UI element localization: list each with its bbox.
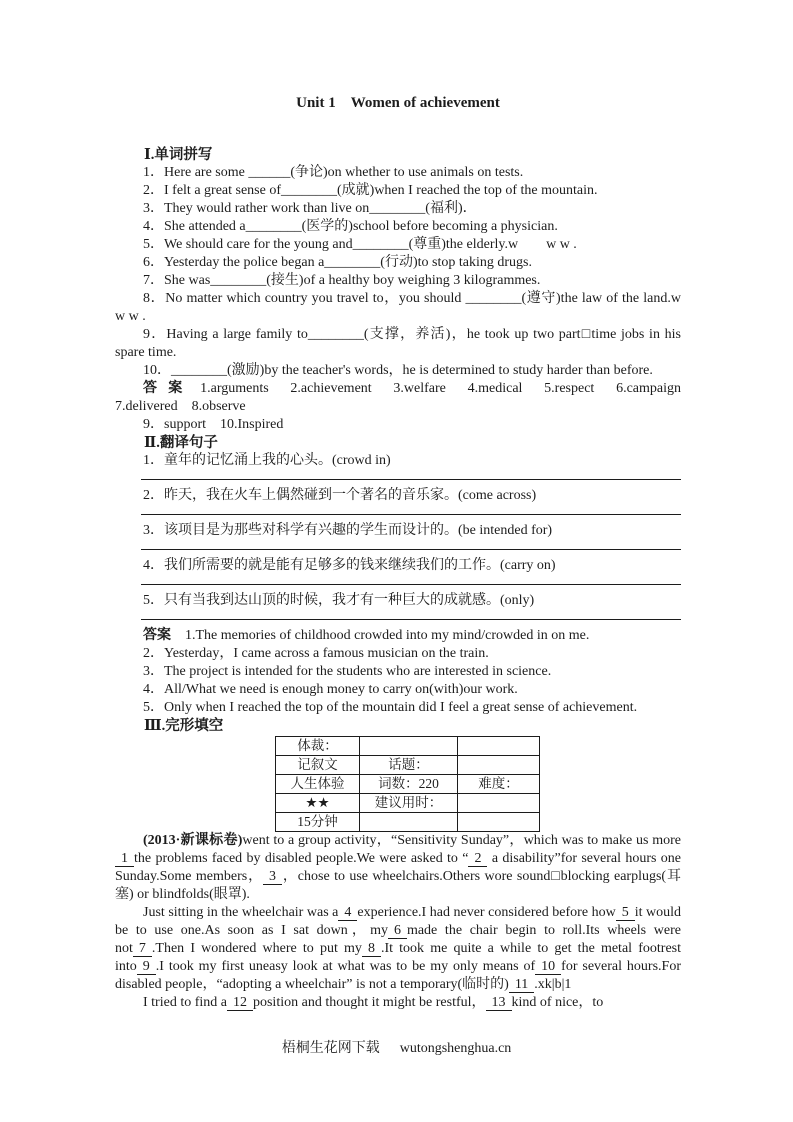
section-heading-word-spelling: Ⅰ.单词拼写 — [144, 147, 213, 163]
cloze-blank-11: 11 — [509, 977, 534, 993]
word-item-4: 4．She attended a________(医学的)school before becoming a physician. — [143, 219, 558, 234]
info-cell-suggested-time-value: 15分钟 — [276, 813, 360, 832]
word-item-5: 5．We should care for the young and________(尊重)the elderly.w w w . — [143, 237, 577, 252]
cloze-paragraph-1 — [115, 832, 681, 904]
info-cell — [360, 737, 458, 756]
cloze-blank-3: 3 — [263, 869, 282, 885]
translation-item-3: 3．该项目是为那些对科学有兴趣的学生而设计的。(be intended for) — [143, 523, 553, 538]
info-cell — [458, 737, 540, 756]
cloze-blank-2: 2 — [468, 851, 487, 867]
answers-label: 答 案 — [143, 381, 187, 396]
section-heading-cloze: Ⅲ.完形填空 — [144, 718, 224, 734]
word-item-9: 9．Having a large family to________(支撑，养活)，he took up two part□time jobs in his spare time. — [115, 327, 681, 360]
info-table-row — [276, 775, 540, 794]
word-answers-9-10: 9．support 10.Inspired — [143, 417, 284, 432]
word-item-3: 3．They would rather work than live on________(福利)． — [143, 201, 477, 216]
exam-source-tag: (2013·新课标卷) — [143, 833, 243, 848]
translation-item-4: 4．我们所需要的就是能有足够多的钱来继续我们的工作。(carry on) — [143, 558, 556, 573]
info-table-row — [276, 756, 540, 775]
info-table-row — [276, 737, 540, 756]
info-cell-difficulty-stars: ★★ — [276, 794, 360, 813]
cloze-blank-5: 5 — [616, 905, 635, 921]
word-item-7: 7．She was________(接生)of a healthy boy weighing 3 kilogrammes. — [143, 273, 541, 288]
answers-label: 答案 — [143, 628, 171, 643]
info-cell-topic-label: 话题： — [360, 756, 458, 775]
word-item-6: 6．Yesterday the police began a________(行动)to stop taking drugs. — [143, 255, 532, 270]
cloze-blank-6: 6 — [388, 923, 407, 939]
info-cell — [360, 813, 458, 832]
cloze-blank-9: 9 — [137, 959, 156, 975]
word-item-2: 2．I felt a great sense of________(成就)when I reached the top of the mountain. — [143, 183, 598, 198]
cloze-blank-8: 8 — [362, 941, 381, 957]
cloze-blank-7: 7 — [133, 941, 152, 957]
answer-write-line-1 — [141, 470, 681, 480]
cloze-paragraph-2: Just sitting in the wheelchair was a 4 experience.I had never considered before how 5 it would be to use one.As soon as I sat down，my 6 made the chair begin to roll.Its wheels were not 7 .Then I wondered where to put my 8 .It took me quite a while to get the metal footrest into 9 .I took my first uneasy look at what was to be my only means of 10 for several hours.For disabled people，“adopting a wheelchair” is not a temporary(临时的) 11 .xk|b|1 — [115, 905, 682, 992]
cloze-paragraph-3: I tried to find a 12 position and thought it might be restful， 13 kind of nice，to — [143, 995, 604, 1010]
word-item-8: 8．No matter which country you travel to，you should ________(遵守)the law of the land.w w w . — [115, 291, 681, 324]
translation-answer-1: 1.The memories of childhood crowded into my mind/crowded in on me. — [185, 628, 590, 643]
info-cell — [458, 756, 540, 775]
answer-write-line-2 — [141, 505, 681, 515]
info-cell — [458, 794, 540, 813]
translation-answer-4: 4．All/What we need is enough money to carry on(with)our work. — [143, 682, 518, 697]
cloze-blank-4: 4 — [338, 905, 357, 921]
info-cell — [458, 813, 540, 832]
info-cell-genre-value: 记叙文 — [276, 756, 360, 775]
footer-site-name: 梧桐生花网下载 — [281, 1041, 380, 1056]
page-content — [115, 0, 695, 1012]
page-footer — [0, 1040, 793, 1058]
info-cell-difficulty-label: 难度： — [458, 775, 540, 794]
translation-answer-3: 3．The project is intended for the students who are interested in science. — [143, 664, 552, 679]
info-cell-suggested-time-label: 建议用时： — [360, 794, 458, 813]
cloze-paragraph-1-text: went to a group activity，“Sensitivity Sunday”，which was to make us more 1 the problems faced by disabled people.We were asked to “ 2 a disability”for several hours one Sunday.Some members， 3 ，chose to use wheelchairs.Others wore sound□blocking earplugs(耳塞) or blindfolds(眼罩). — [115, 833, 681, 902]
word-item-10: 10．________(激励)by the teacher's words，he is determined to study harder than before. — [143, 363, 653, 378]
passage-info-table — [275, 736, 540, 832]
word-spelling-answers — [115, 380, 695, 416]
info-table-row — [276, 794, 540, 813]
cloze-blank-12: 12 — [227, 995, 253, 1011]
answer-write-line-3 — [141, 540, 681, 550]
word-item-1: 1．Here are some ______(争论)on whether to use animals on tests. — [143, 165, 524, 180]
info-cell-word-count: 词数：220 — [360, 775, 458, 794]
translation-item-5: 5．只有当我到达山顶的时候，我才有一种巨大的成就感。(only) — [143, 593, 535, 608]
page-title: Unit 1 Women of achievement — [296, 95, 500, 111]
translation-answers-1 — [115, 627, 681, 645]
info-cell-topic-value: 人生体验 — [276, 775, 360, 794]
info-table-row — [276, 813, 540, 832]
cloze-blank-10: 10 — [535, 959, 561, 975]
word-answers-1-8: 1.arguments 2.achievement 3.welfare 4.medical 5.respect 6.campaign 7.delivered 8.observe — [115, 381, 695, 414]
answer-write-line-5 — [141, 610, 681, 620]
translation-answer-2: 2．Yesterday，I came across a famous musician on the train. — [143, 646, 489, 661]
footer-site-url: wutongshenghua.cn — [399, 1041, 512, 1056]
cloze-blank-13: 13 — [486, 995, 512, 1011]
info-cell-genre-label: 体裁： — [276, 737, 360, 756]
translation-item-2: 2．昨天，我在火车上偶然碰到一个著名的音乐家。(come across) — [143, 488, 537, 503]
section-heading-translation: Ⅱ.翻译句子 — [144, 435, 218, 451]
translation-item-1: 1．童年的记忆涌上我的心头。(crowd in) — [143, 453, 391, 468]
cloze-blank-1: 1 — [115, 851, 134, 867]
answer-write-line-4 — [141, 575, 681, 585]
translation-answer-5: 5．Only when I reached the top of the mountain did I feel a great sense of achievement. — [143, 700, 638, 715]
